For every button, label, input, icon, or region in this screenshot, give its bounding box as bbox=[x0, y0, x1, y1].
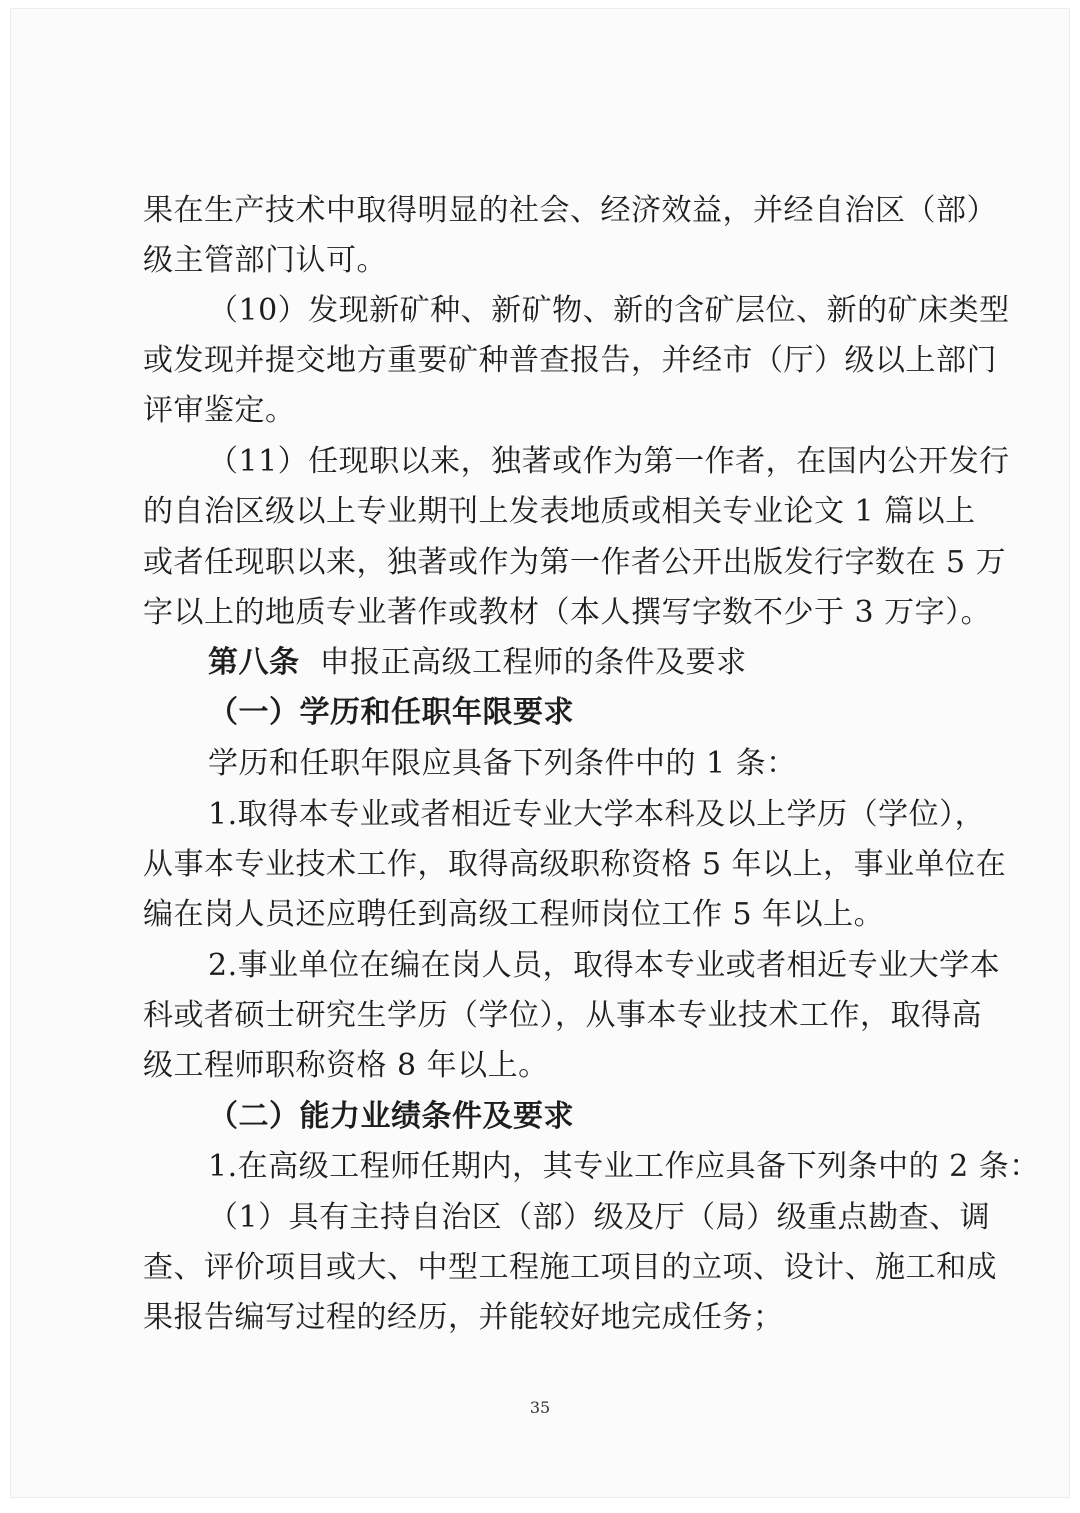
article-label: 第八条 bbox=[208, 645, 300, 680]
paragraph-line: 级主管部门认可。 bbox=[143, 243, 387, 278]
paragraph-line: 学历和任职年限应具备下列条件中的 1 条： bbox=[208, 746, 797, 781]
paragraph-line: （11）任现职以来，独著或作为第一作者，在国内公开发行 bbox=[208, 444, 1010, 479]
article-title: 申报正高级工程师的条件及要求 bbox=[319, 645, 747, 680]
page-number: 35 bbox=[529, 1398, 551, 1417]
paragraph-line: 1.在高级工程师任期内，其专业工作应具备下列条中的 2 条： bbox=[208, 1149, 1040, 1184]
article-heading bbox=[208, 645, 943, 680]
paragraph-line: 从事本专业技术工作，取得高级职称资格 5 年以上，事业单位在 bbox=[143, 847, 1007, 882]
paragraph-line: 果报告编写过程的经历，并能较好地完成任务； bbox=[143, 1300, 784, 1335]
paragraph-line: 评审鉴定。 bbox=[143, 393, 296, 428]
paragraph-line: 2.事业单位在编在岗人员，取得本专业或者相近专业大学本 bbox=[208, 948, 1001, 983]
section-heading: （一）学历和任职年限要求 bbox=[208, 695, 574, 730]
paragraph-line: 的自治区级以上专业期刊上发表地质或相关专业论文 1 篇以上 bbox=[143, 494, 976, 529]
paragraph-line: 1.取得本专业或者相近专业大学本科及以上学历（学位）， bbox=[208, 797, 986, 832]
paragraph-line: （10）发现新矿种、新矿物、新的含矿层位、新的矿床类型 bbox=[208, 293, 1010, 328]
paragraph-line: 或者任现职以来，独著或作为第一作者公开出版发行字数在 5 万 bbox=[143, 545, 1007, 580]
paragraph-line: 果在生产技术中取得明显的社会、经济效益，并经自治区（部） bbox=[143, 193, 997, 228]
paragraph-line: 字以上的地质专业著作或教材（本人撰写字数不少于 3 万字）。 bbox=[143, 595, 992, 630]
paragraph-line: 级工程师职称资格 8 年以上。 bbox=[143, 1048, 549, 1083]
section-heading: （二）能力业绩条件及要求 bbox=[208, 1099, 574, 1134]
paragraph-line: 科或者硕士研究生学历（学位），从事本专业技术工作，取得高 bbox=[143, 998, 982, 1033]
paragraph-line: （1）具有主持自治区（部）级及厅（局）级重点勘查、调 bbox=[208, 1200, 991, 1235]
paragraph-line: 编在岗人员还应聘任到高级工程师岗位工作 5 年以上。 bbox=[143, 897, 885, 932]
paragraph-line: 查、评价项目或大、中型工程施工项目的立项、设计、施工和成 bbox=[143, 1250, 997, 1285]
paragraph-line: 或发现并提交地方重要矿种普查报告，并经市（厅）级以上部门 bbox=[143, 343, 997, 378]
